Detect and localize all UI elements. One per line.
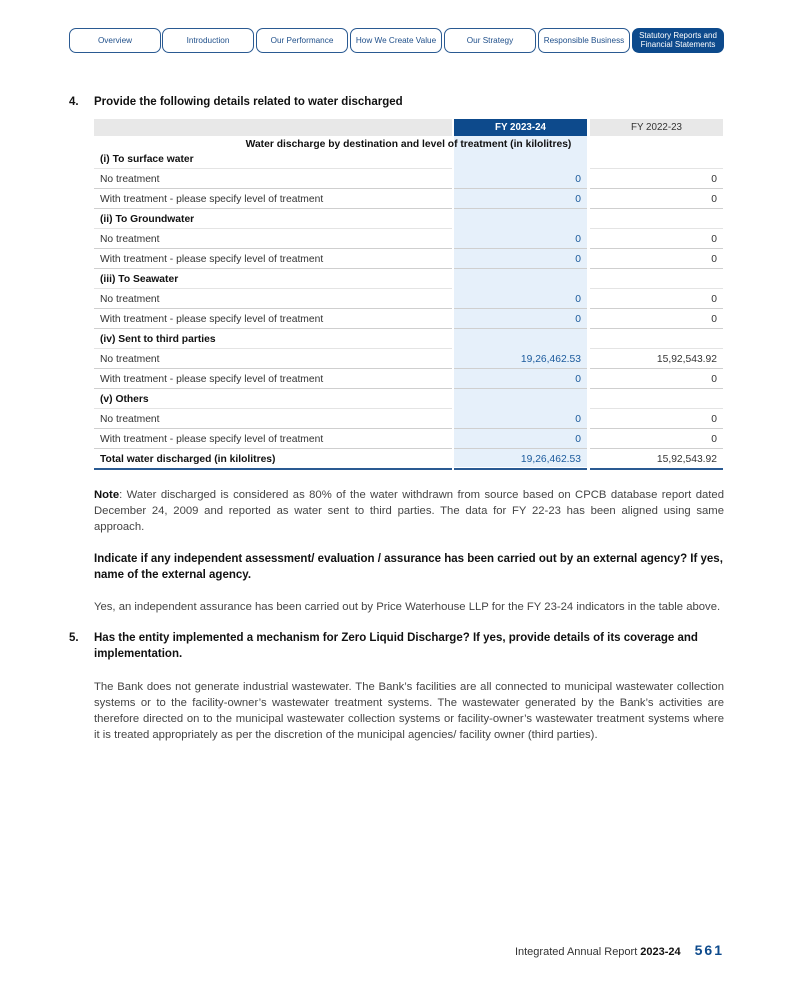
table-row [94, 249, 723, 269]
table-row [94, 309, 723, 329]
row-label: (iv) Sent to third parties [100, 333, 216, 345]
table-bottom-rule [454, 468, 587, 470]
value-fy24: 0 [575, 173, 581, 185]
table-row [94, 349, 723, 369]
row-label: Total water discharged (in kilolitres) [100, 453, 276, 465]
value-fy23: 0 [711, 233, 717, 245]
assessment-question: Indicate if any independent assessment/ evaluation / assurance has been carried out by an external agency? If yes, name of the external agency. [94, 553, 723, 581]
table-section-row [94, 149, 723, 169]
value-fy23: 0 [711, 293, 717, 305]
value-fy23: 0 [711, 373, 717, 385]
table-total-row [94, 449, 723, 469]
row-label: With treatment - please specify level of treatment [100, 313, 324, 325]
tab-our-performance[interactable]: Our Performance [256, 28, 348, 53]
tab-responsible-business[interactable]: Responsible Business [538, 28, 630, 53]
page-footer [515, 942, 724, 958]
value-fy24: 0 [575, 233, 581, 245]
table-section-row [94, 389, 723, 409]
header-fy23: FY 2022-23 [590, 119, 723, 136]
question-5-answer: The Bank does not generate industrial wastewater. The Bank’s facilities are all connected to municipal wastewater collection systems or to the facility-owner’s wastewater treatment systems. The wastewater generated by the Bank’s activities are therefore directed on to the municipal wastewater collection systems or facility-owner’s wastewater treatment systems where it is treated appropriately as per the discretion of the municipal agencies/ facility owner (third parties). [94, 681, 724, 741]
row-label: No treatment [100, 173, 160, 185]
question-4-number: 4. [69, 96, 79, 108]
footer-year: 2023-24 [640, 946, 681, 958]
value-fy23 [590, 269, 717, 289]
table-section-row [94, 329, 723, 349]
table-section-row [94, 269, 723, 289]
value-fy24: 0 [575, 293, 581, 305]
row-label: (ii) To Groundwater [100, 213, 195, 225]
question-4-title: Provide the following details related to water discharged [94, 96, 403, 108]
table-subheader: Water discharge by destination and level of treatment (in kilolitres) [245, 139, 572, 150]
table-bottom-rule [94, 468, 452, 470]
value-fy23 [590, 329, 717, 349]
value-fy23: 15,92,543.92 [656, 453, 717, 465]
value-fy23 [590, 389, 717, 409]
tab-overview[interactable]: Overview [69, 28, 161, 53]
assessment-answer: Yes, an independent assurance has been carried out by Price Waterhouse LLP for the FY 23-24 indicators in the table above. [94, 601, 721, 613]
note-label: Note [94, 489, 120, 501]
table-row [94, 289, 723, 309]
row-label: No treatment [100, 233, 160, 245]
row-label: With treatment - please specify level of treatment [100, 193, 324, 205]
value-fy23: 0 [711, 313, 717, 325]
table-bottom-rule [590, 468, 723, 470]
table-row [94, 429, 723, 449]
value-fy23: 0 [711, 193, 717, 205]
value-fy24: 0 [575, 313, 581, 325]
row-label: With treatment - please specify level of treatment [100, 433, 324, 445]
row-label: (v) Others [100, 393, 149, 405]
value-fy23: 0 [711, 173, 717, 185]
table-row [94, 409, 723, 429]
value-fy23 [590, 149, 717, 169]
table-section-row [94, 209, 723, 229]
value-fy23: 0 [711, 413, 717, 425]
value-fy23: 0 [711, 433, 717, 445]
table-row [94, 189, 723, 209]
value-fy24 [454, 149, 581, 169]
tab-how-we-create-value[interactable]: How We Create Value [350, 28, 442, 53]
value-fy24: 19,26,462.53 [520, 353, 581, 365]
footer-report-title: Integrated Annual Report [514, 946, 638, 958]
row-label: No treatment [100, 413, 160, 425]
top-nav [69, 28, 724, 53]
row-label: No treatment [100, 293, 160, 305]
value-fy24 [454, 209, 581, 229]
note-paragraph [94, 487, 724, 535]
value-fy24 [454, 329, 581, 349]
question-5-number: 5. [69, 632, 79, 644]
value-fy24 [454, 389, 581, 409]
tab-introduction[interactable]: Introduction [162, 28, 254, 53]
value-fy24 [454, 269, 581, 289]
value-fy24: 0 [575, 253, 581, 265]
header-blank-cell [94, 119, 452, 136]
value-fy24: 0 [575, 193, 581, 205]
value-fy23: 15,92,543.92 [656, 353, 717, 365]
tab-statutory-reports[interactable]: Statutory Reports and Financial Statements [632, 28, 724, 53]
value-fy23 [590, 209, 717, 229]
value-fy23: 0 [711, 253, 717, 265]
table-header [94, 119, 723, 136]
row-label: (i) To surface water [100, 153, 194, 165]
row-label: (iii) To Seawater [100, 273, 179, 285]
table-row [94, 169, 723, 189]
header-fy24: FY 2023-24 [454, 119, 587, 136]
row-label: With treatment - please specify level of treatment [100, 373, 324, 385]
tab-our-strategy[interactable]: Our Strategy [444, 28, 536, 53]
table-row [94, 229, 723, 249]
page-number: 561 [694, 942, 724, 958]
value-fy24: 19,26,462.53 [520, 453, 581, 465]
value-fy24: 0 [575, 433, 581, 445]
question-5-title: Has the entity implemented a mechanism for Zero Liquid Discharge? If yes, provide details of its coverage and implementation. [94, 632, 698, 660]
row-label: With treatment - please specify level of treatment [100, 253, 324, 265]
value-fy24: 0 [575, 373, 581, 385]
value-fy24: 0 [575, 413, 581, 425]
row-label: No treatment [100, 353, 160, 365]
note-text: : Water discharged is considered as 80% of the water withdrawn from source based on CPCB database report dated December 24, 2009 and reported as water sent to third parties. The data for FY 22-23 has been aligned using same approach. [94, 489, 724, 533]
table-row [94, 369, 723, 389]
